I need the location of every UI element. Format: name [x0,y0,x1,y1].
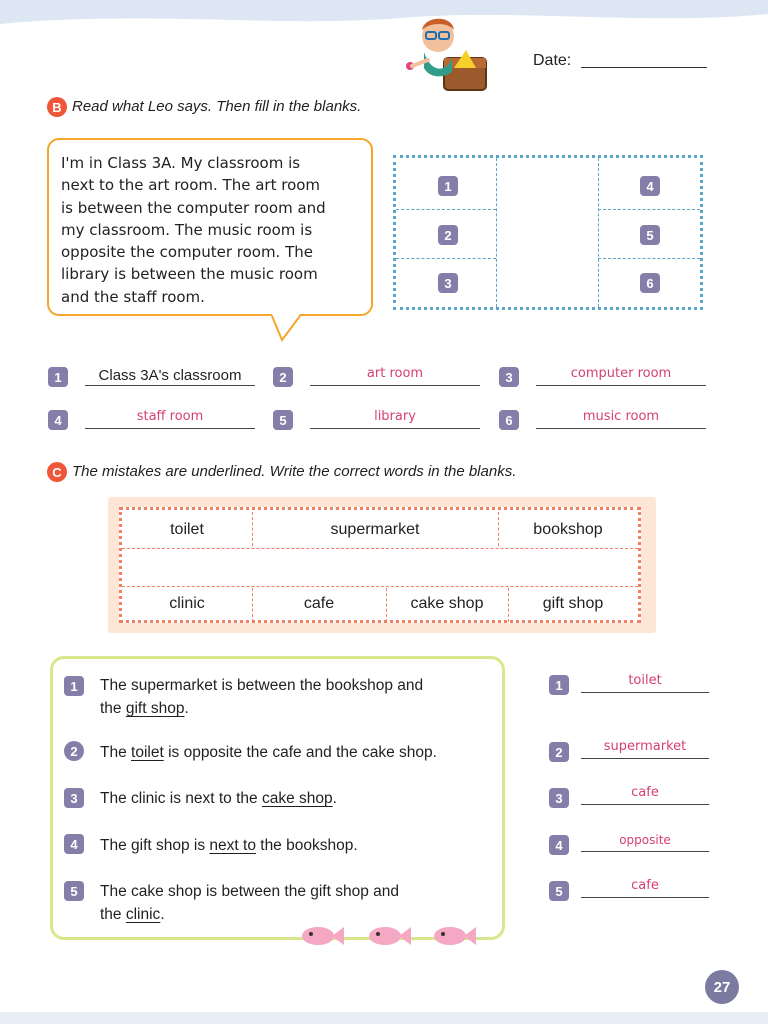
correction-blank-2[interactable] [581,758,709,759]
street-map [119,507,641,623]
correction-number-4: 4 [549,835,569,855]
answer-number-1: 1 [48,367,68,387]
map-divider [598,258,700,259]
correction-blank-3[interactable] [581,804,709,805]
answer-blank-6[interactable] [536,428,706,429]
shop-supermarket: supermarket [330,521,420,538]
sentence-number-2: 2 [64,741,84,761]
map-number-1: 1 [438,176,458,196]
sentence-number-1: 1 [64,676,84,696]
answer-blank-4[interactable] [85,428,255,429]
sentence-number-5: 5 [64,881,84,901]
correction-number-5: 5 [549,881,569,901]
mistake-1: gift shop [125,700,185,717]
answer-blank-2[interactable] [310,385,480,386]
answer-text-4: staff room [136,409,204,424]
correction-text-4: opposite [619,833,671,847]
shop-bookshop: bookshop [533,521,603,538]
correction-blank-4[interactable] [581,851,709,852]
shop-gift-shop: gift shop [542,595,604,612]
section-b-instruction: Read what Leo says. Then fill in the blanks. [72,98,362,115]
bottom-band [0,1012,768,1024]
shop-clinic: clinic [169,595,205,612]
answer-text-2: art room [366,366,424,381]
pink-fish-icon [430,923,478,949]
answer-number-6: 6 [499,410,519,430]
map-divider [396,209,496,210]
correction-blank-5[interactable] [581,897,709,898]
pink-fish-icon [365,923,413,949]
answer-number-4: 4 [48,410,68,430]
answer-text-3: computer room [570,366,672,381]
map-number-5: 5 [640,225,660,245]
section-c-instruction: The mistakes are underlined. Write the correct words in the blanks. [72,463,517,480]
section-c-badge: C [47,462,67,482]
answer-blank-5[interactable] [310,428,480,429]
sentence-2: The toilet is opposite the cafe and the cake shop. [100,744,437,761]
sentence-number-4: 4 [64,834,84,854]
answer-number-3: 3 [499,367,519,387]
answer-number-2: 2 [273,367,293,387]
correction-number-1: 1 [549,675,569,695]
speech-bubble [47,138,373,316]
correction-number-2: 2 [549,742,569,762]
answer-number-5: 5 [273,410,293,430]
shop-toilet: toilet [170,521,204,538]
map-divider [496,158,497,307]
street-divider [122,586,638,587]
map-divider [396,258,496,259]
sentence-5: The cake shop is between the gift shop and the clinic. [100,883,400,923]
sentence-number-3: 3 [64,788,84,808]
mistake-3: cake shop [261,790,333,807]
map-divider [598,158,599,307]
answer-text-5: library [374,409,416,424]
mistake-5: clinic [125,906,161,923]
answer-blank-3[interactable] [536,385,706,386]
correction-text-2: supermarket [603,739,687,754]
street-divider [122,548,638,549]
correction-blank-1[interactable] [581,692,709,693]
shop-cafe: cafe [303,595,335,612]
sentence-4: The gift shop is next to the bookshop. [100,837,358,854]
sentence-3: The clinic is next to the cake shop. [100,790,337,807]
map-divider [598,209,700,210]
pink-fish-icon [298,923,346,949]
map-number-6: 6 [640,273,660,293]
mascot-boy-with-treasure-chest-icon [400,10,492,96]
section-b-badge: B [47,97,67,117]
correction-number-3: 3 [549,788,569,808]
shop-cake-shop: cake shop [410,595,484,612]
date-blank[interactable] [581,67,707,68]
page-number: 27 [705,970,739,1004]
correction-text-5: cafe [631,878,659,893]
map-number-2: 2 [438,225,458,245]
correction-text-1: toilet [628,673,662,688]
date-label: Date: [533,52,572,69]
speech-text: I'm in Class 3A. My classroom is next to the art room. The art room is between the computer room and my classroom. The music room is opposite the computer room. The library is between the music room and the staff room. [61,154,326,306]
answer-text-1: Class 3A's classroom [98,367,242,384]
mistake-2: toilet [131,744,164,761]
map-number-4: 4 [640,176,660,196]
answer-text-6: music room [582,409,660,424]
correction-text-3: cafe [631,785,659,800]
classroom-map [393,155,703,310]
date-row [533,50,713,74]
speech-bubble-tail [270,310,304,342]
sentence-1: The supermarket is between the bookshop and the gift shop. [100,677,424,717]
mistake-4: next to [209,837,256,854]
answer-blank-1[interactable] [85,385,255,386]
map-number-3: 3 [438,273,458,293]
